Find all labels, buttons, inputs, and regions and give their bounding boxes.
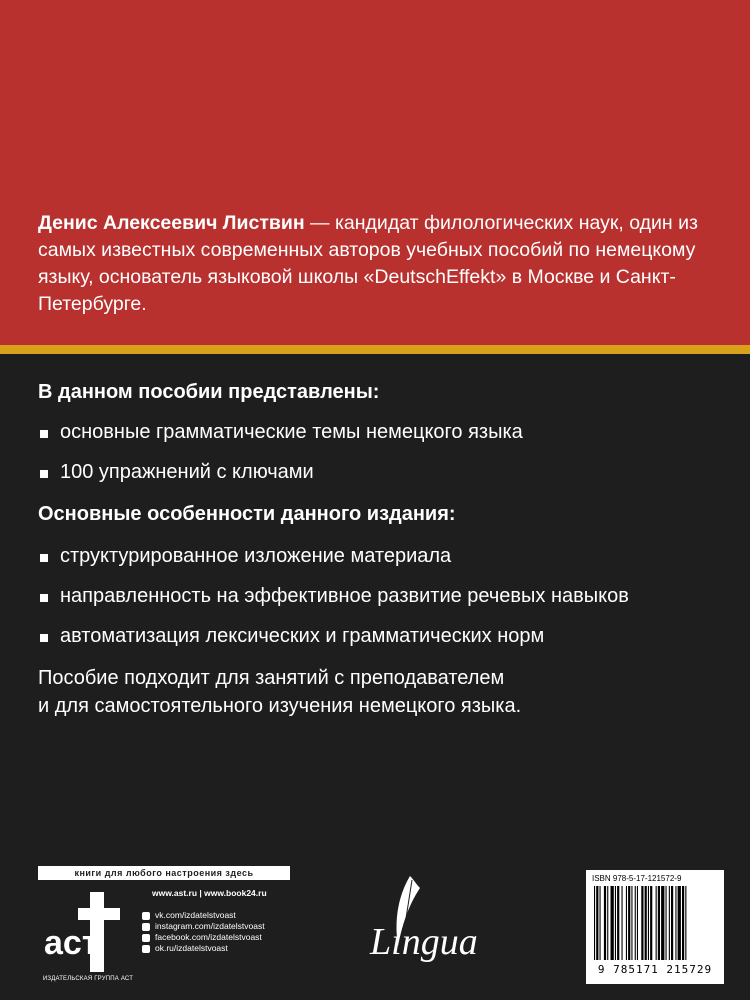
list-item: 100 упражнений с ключами bbox=[38, 458, 728, 486]
ast-logo-icon bbox=[40, 890, 132, 980]
ast-logo-text: аст bbox=[44, 924, 99, 962]
bullet-icon bbox=[40, 594, 48, 602]
social-instagram: instagram.com/izdatelstvoast bbox=[142, 921, 312, 932]
social-vk: vk.com/izdatelstvoast bbox=[142, 910, 312, 921]
lingua-logo-text: Lingua bbox=[370, 921, 478, 963]
vk-icon bbox=[142, 912, 150, 920]
publisher-caption: ИЗДАТЕЛЬСКАЯ ГРУППА АСТ bbox=[42, 976, 134, 982]
contents-list bbox=[38, 418, 728, 486]
list-item: основные грамматические темы немецкого языка bbox=[38, 418, 728, 446]
description bbox=[38, 378, 728, 720]
publisher-slogan: книги для любого настроения здесь bbox=[38, 866, 290, 880]
list-item: автоматизация лексических и грамматических норм bbox=[38, 622, 728, 650]
back-cover-footer bbox=[0, 858, 750, 1000]
barcode-icon bbox=[594, 886, 716, 960]
usage-note: Пособие подходит для занятий с преподавателем и для самостоятельного изучения немецкого языка. bbox=[38, 667, 522, 717]
top-red-panel bbox=[0, 0, 750, 345]
social-ok: ok.ru/izdatelstvoast bbox=[142, 943, 312, 954]
isbn-label: ISBN 978-5-17-121572-9 bbox=[592, 874, 682, 883]
social-facebook: facebook.com/izdatelstvoast bbox=[142, 932, 312, 943]
features-list bbox=[38, 542, 728, 650]
bullet-icon bbox=[40, 430, 48, 438]
instagram-icon bbox=[142, 923, 150, 931]
isbn-barcode bbox=[586, 870, 724, 984]
bullet-icon bbox=[40, 554, 48, 562]
list-item: структурированное изложение материала bbox=[38, 542, 728, 570]
author-bio bbox=[38, 210, 728, 318]
publisher-sites: www.ast.ru | www.book24.ru bbox=[152, 888, 267, 898]
bullet-icon bbox=[40, 470, 48, 478]
facebook-icon bbox=[142, 934, 150, 942]
lingua-logo-icon bbox=[368, 866, 498, 966]
ok-icon bbox=[142, 945, 150, 953]
list-item: направленность на эффективное развитие речевых навыков bbox=[38, 582, 728, 610]
social-links bbox=[142, 910, 312, 954]
divider-stripe bbox=[0, 345, 750, 354]
features-heading: Основные особенности данного издания: bbox=[38, 503, 456, 525]
author-name: Денис Алексеевич Листвин bbox=[38, 212, 305, 234]
bullet-icon bbox=[40, 634, 48, 642]
ean-digits: 9 785171 215729 bbox=[597, 963, 713, 976]
author-bio-text: — кандидат филологических наук, один из самых известных современных авторов учебных пособий по немецкому языку, основатель языковой школы «DeutschEffekt» в Москве и Санкт-Петербурге. bbox=[38, 212, 698, 315]
contents-heading: В данном пособии представлены: bbox=[38, 381, 380, 403]
